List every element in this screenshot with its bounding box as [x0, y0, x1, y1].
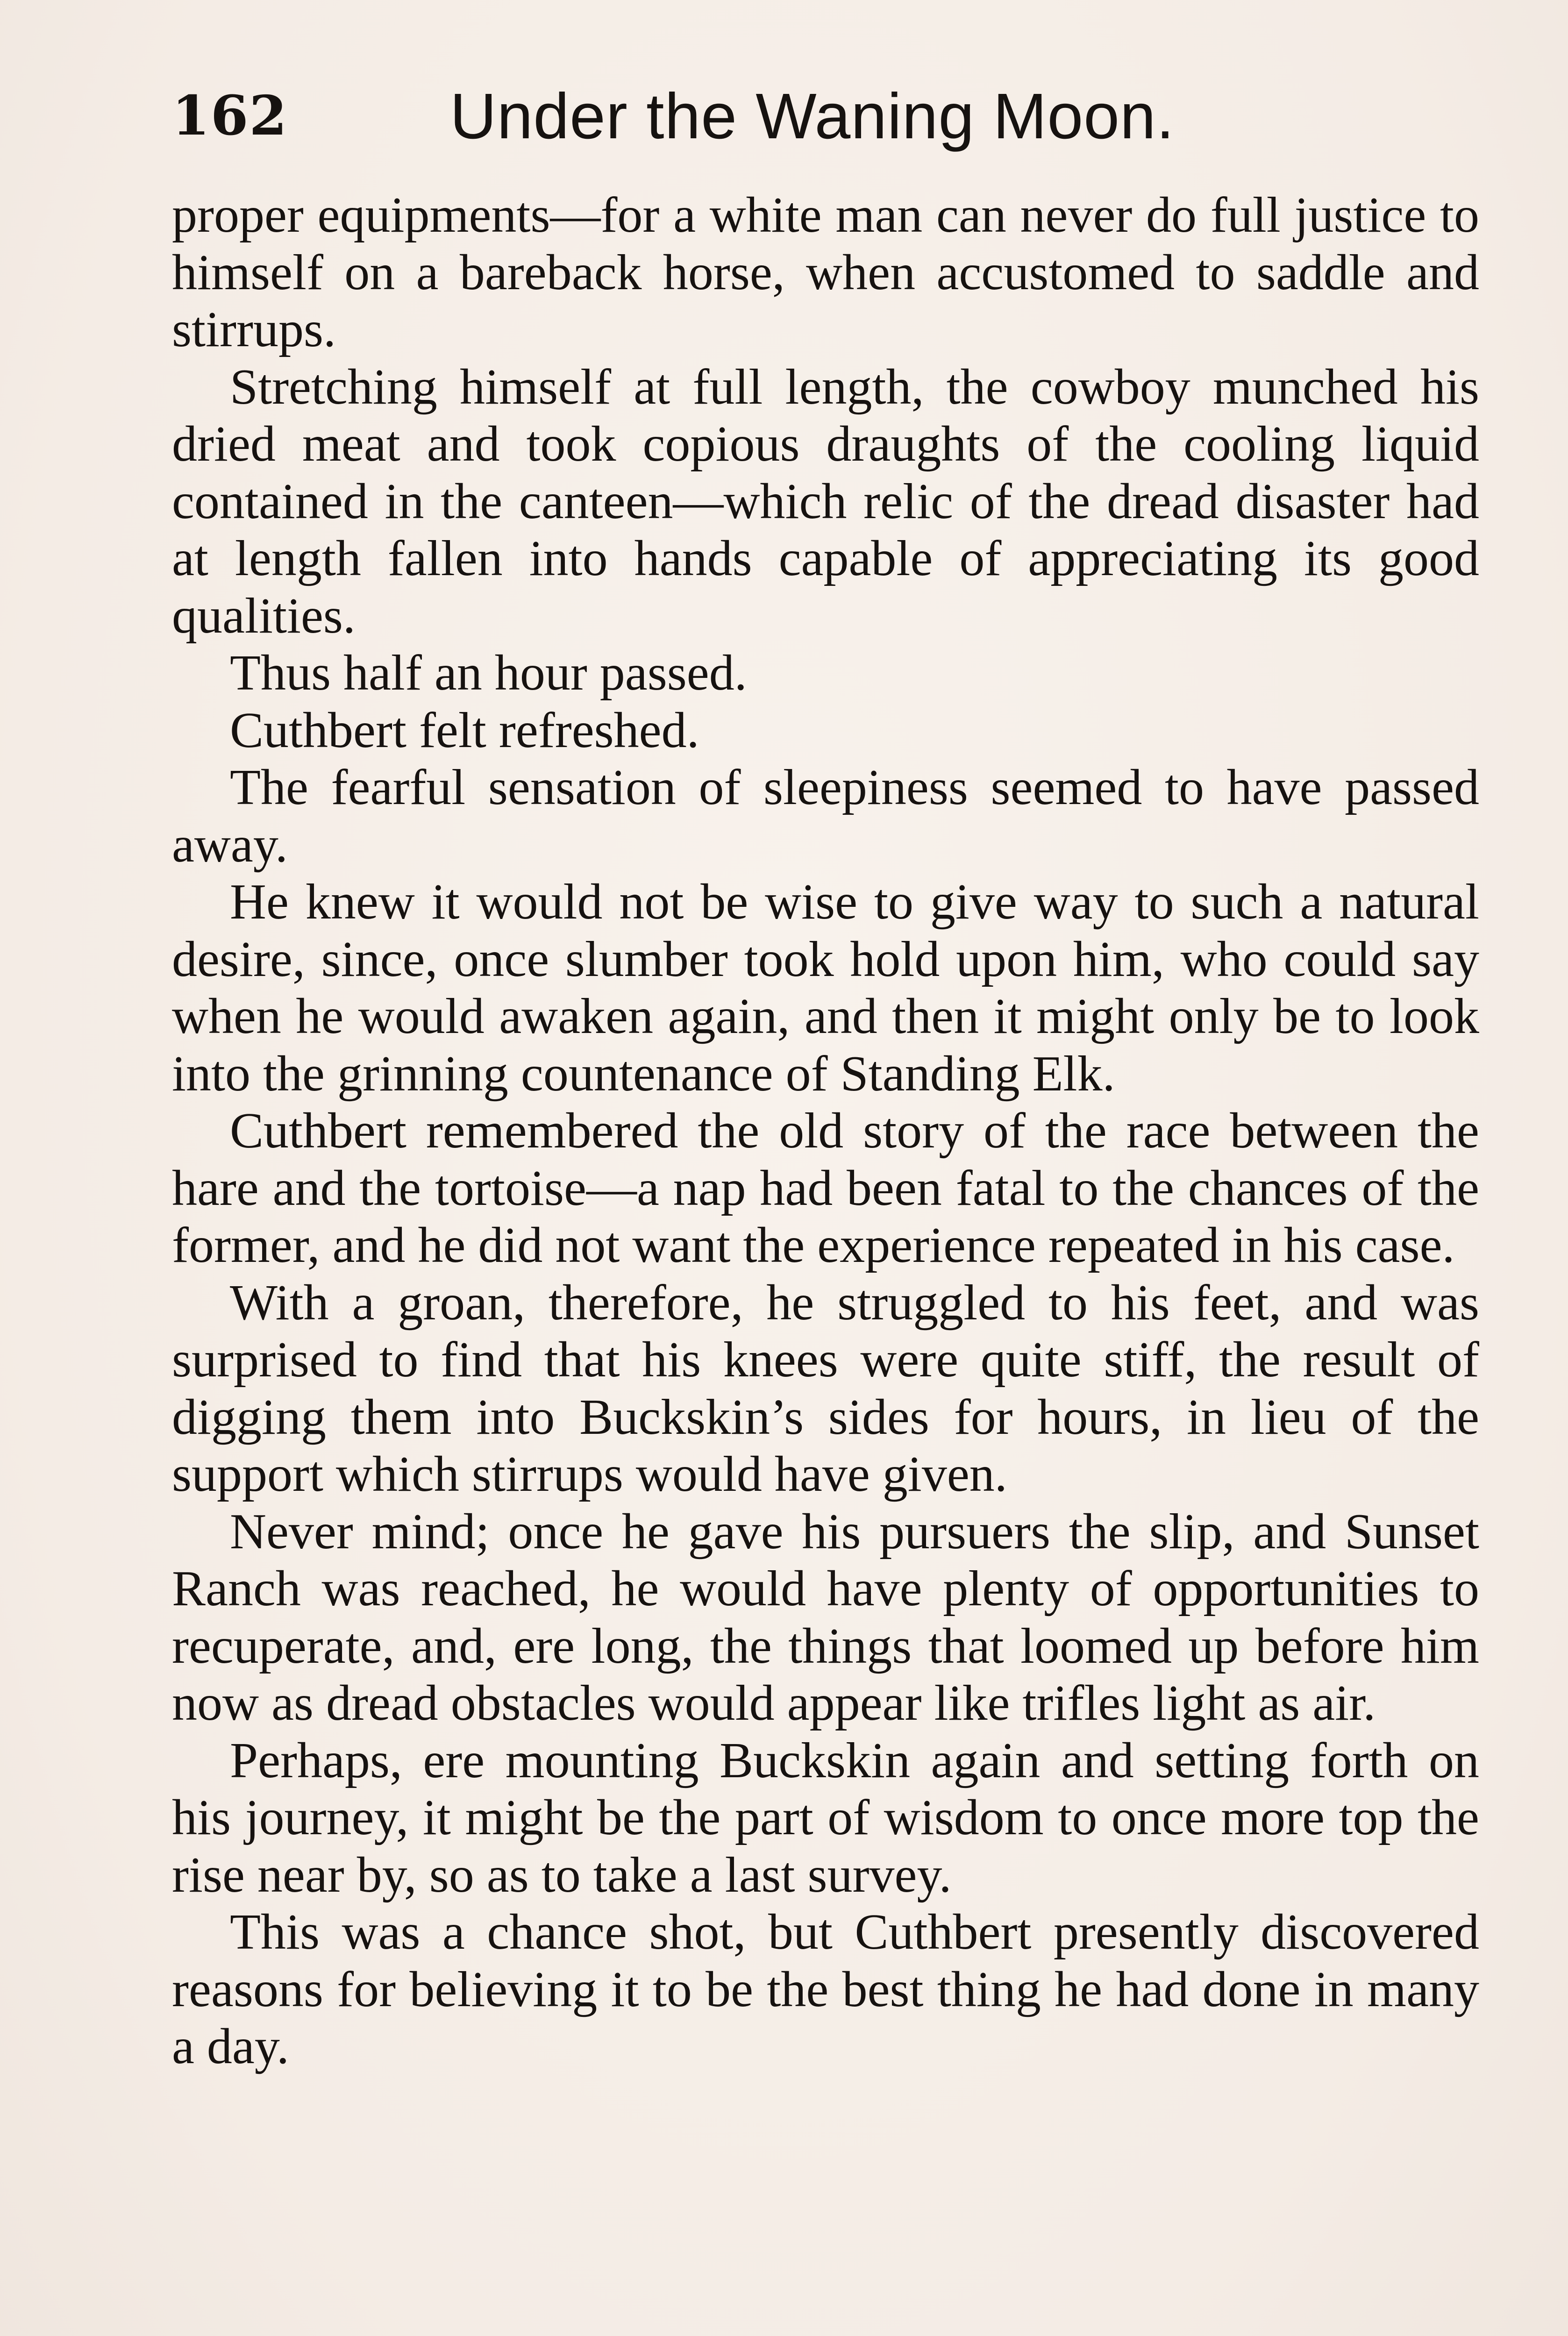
- running-title: Under the Waning Moon.: [450, 80, 1175, 152]
- paragraph: proper equipments—for a white man can never do full justice to himself on a bareback horse, when accustomed to saddle and stirrups.: [172, 187, 1479, 357]
- paragraph: Thus half an hour passed.: [230, 645, 747, 701]
- paragraph: Never mind; once he gave his pursuers the slip, and Sunset Ranch was reached, he would have plenty of opportunities to recuperate, and, ere long, the things that loomed up before him now as dread obstacles would appear like trifles light as air.: [172, 1503, 1479, 1731]
- paragraph: Perhaps, ere mounting Buckskin again and setting forth on his journey, it might be the part of wisdom to once more top the rise near by, so as to take a last survey.: [172, 1732, 1479, 1903]
- body-text: [172, 187, 1479, 2076]
- paragraph: He knew it would not be wise to give way to such a natural desire, since, once slumber took hold upon him, who could say when he would awaken again, and then it might only be to look into the grinning countenance of Standing Elk.: [172, 874, 1479, 1102]
- page-number: 162: [172, 84, 288, 148]
- paragraph: With a groan, therefore, he struggled to his feet, and was surprised to find that his knees were quite stiff, the result of digging them into Buckskin’s sides for hours, in lieu of the support which stirrups would have given.: [172, 1275, 1479, 1502]
- paragraph: This was a chance shot, but Cuthbert presently discovered reasons for believing it to be the best thing he had done in many a day.: [172, 1904, 1479, 2074]
- paragraph: Stretching himself at full length, the cowboy munched his dried meat and took copious draughts of the cooling liquid contained in the canteen—which relic of the dread disaster had at length fallen into hands capable of appreciating its good qualities.: [172, 359, 1479, 644]
- paragraph: Cuthbert remembered the old story of the race between the hare and the tortoise—a nap had been fatal to the chances of the former, and he did not want the experience repeated in his case.: [172, 1103, 1479, 1273]
- paragraph: Cuthbert felt refreshed.: [230, 702, 699, 758]
- paragraph: The fearful sensation of sleepiness seemed to have passed away.: [172, 760, 1479, 873]
- page-header: [172, 70, 1480, 164]
